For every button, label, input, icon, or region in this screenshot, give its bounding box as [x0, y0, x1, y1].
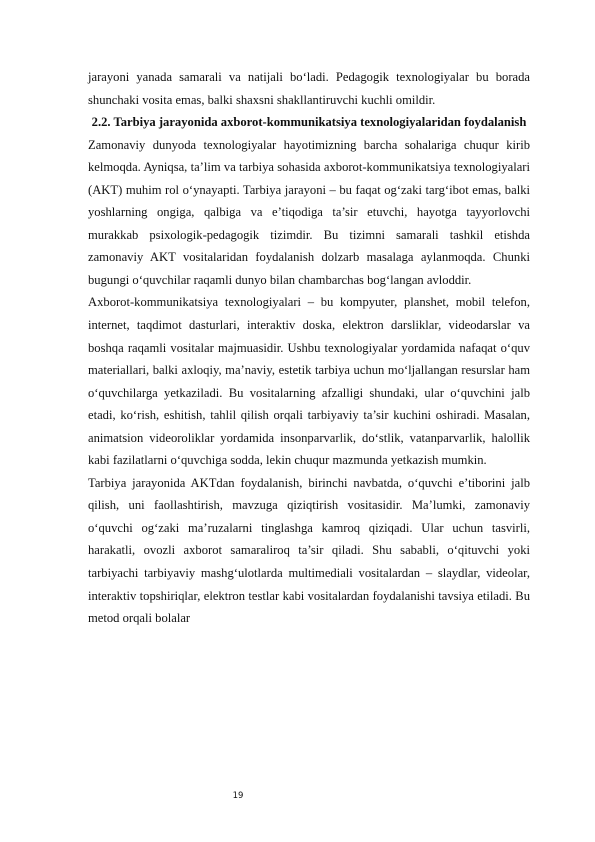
intro-paragraph: jarayoni yanada samarali va natijali bo‘ladi. Pedagogik texnologiyalar bu borada shunchaki vosita emas, balki shaxsni shakllantiruvchi kuchli omildir.	[88, 70, 530, 107]
section-heading: 2.2. Tarbiya jarayonida axborot-kommunikatsiya texnologiyalaridan foydalanish	[91, 115, 527, 130]
document-page	[88, 66, 530, 630]
paragraph-3: Tarbiya jarayonida AKTdan foydalanish, birinchi navbatda, o‘quvchi e’tiborini jalb qilish, uni faollashtirish, mavzuga qiziqtirish vositasidir. Ma’lumki, zamonaviy o‘quvchi og‘zaki ma’ruzalarni tinglashga kamroq qiziqadi. Ular uchun tasvirli, harakatli, ovozli axborot samaraliroq ta’sir qiladi. Shu sababli, o‘qituvchi yoki tarbiyachi tarbiyaviy mashg‘ulotlarda multimediali vositalardan – slaydlar, videolar, interaktiv topshiriqlar, elektron testlar kabi vositalardan foydalanishi tavsiya etiladi. Bu metod orqali bolalar	[88, 475, 530, 626]
page-number: 19	[232, 791, 244, 801]
paragraph-2: Axborot-kommunikatsiya texnologiyalari – bu kompyuter, planshet, mobil telefon, internet, taqdimot dasturlari, interaktiv doska, elektron darsliklar, videodarslar va boshqa raqamli vositalar majmuasidir. Ushbu texnologiyalar yordamida nafaqat o‘quv materiallari, balki axloqiy, ma’naviy, estetik tarbiya uchun mo‘ljallangan resurslar ham o‘quvchilarga yetkaziladi. Bu vositalarning afzalligi shundaki, ular o‘quvchini jalb etadi, ko‘rish, eshitish, tahlil qilish orqali tarbiyaviy ta’sir kuchini oshiradi. Masalan, animatsion videoroliklar yordamida insonparvarlik, do‘stlik, vatanparvarlik, halollik kabi fazilatlarni o‘quvchiga sodda, lekin chuqur mazmunda yetkazish mumkin.	[88, 295, 530, 468]
paragraph-1: Zamonaviy dunyoda texnologiyalar hayotimizning barcha sohalariga chuqur kirib kelmoqda. Ayniqsa, ta’lim va tarbiya sohasida axborot-kommunikatsiya texnologiyalari (AKT) muhim rol o‘ynayapti. Tarbiya jarayoni – bu faqat og‘zaki targ‘ibot emas, balki yoshlarning ongiga, qalbiga va e’tiqodiga ta’sir etuvchi, hayotga tayyorlovchi murakkab psixologik-pedagogik tizimdir. Bu tizimni samarali tashkil etishda zamonaviy AKT vositalaridan foydalanish dolzarb masalaga aylanmoqda. Chunki bugungi o‘quvchilar raqamli dunyo bilan chambarchas bog‘langan avloddir.	[88, 137, 530, 287]
